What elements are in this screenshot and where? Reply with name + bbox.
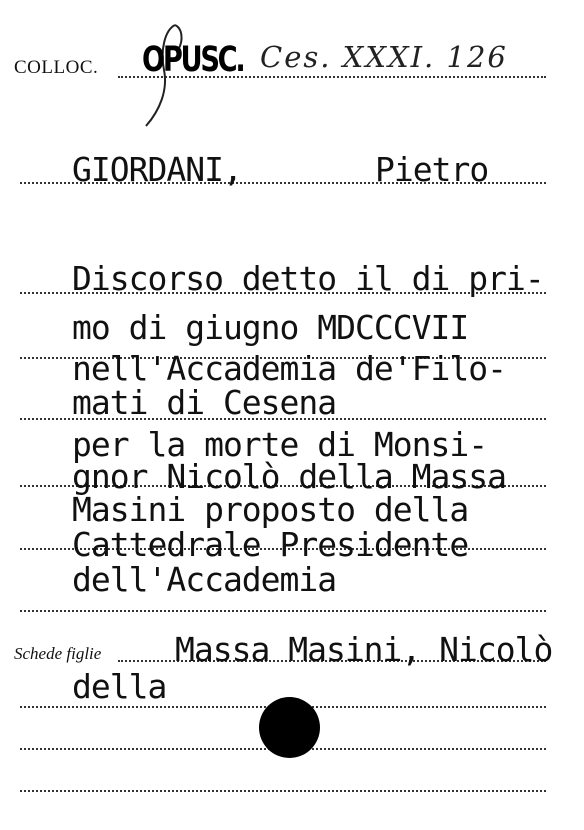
colloc-label: COLLOC. <box>14 57 99 78</box>
title-line: nell'Accademia de'Filo- <box>72 349 506 388</box>
shelfmark-handwritten: Ces. XXXI. 126 <box>260 40 508 74</box>
author-forename: Pietro <box>375 150 489 189</box>
child-cards-label: Schede figlie <box>14 644 102 663</box>
title-line: Masini proposto della <box>72 490 469 529</box>
blank-rule-3 <box>20 790 546 792</box>
title-line: dell'Accademia <box>72 560 337 599</box>
title-line: Cattedrale Presidente <box>72 525 469 564</box>
author-surname: GIORDANI, <box>72 150 242 189</box>
title-line: mati di Cesena <box>72 383 337 422</box>
title-line: mo di giugno MDCCCVII <box>72 308 469 347</box>
child-card-entry-cont: della <box>72 667 167 706</box>
opusc-stamp: OPUSC. <box>142 40 244 80</box>
title-line: Discorso detto il di pri- <box>72 259 544 298</box>
title-rule-6 <box>20 610 546 612</box>
punch-hole <box>259 697 320 758</box>
child-card-entry: Massa Masini, Nicolò <box>175 630 553 669</box>
title-line: per la morte di Monsi- <box>72 425 488 464</box>
title-line: gnor Nicolò della Massa <box>72 457 506 496</box>
